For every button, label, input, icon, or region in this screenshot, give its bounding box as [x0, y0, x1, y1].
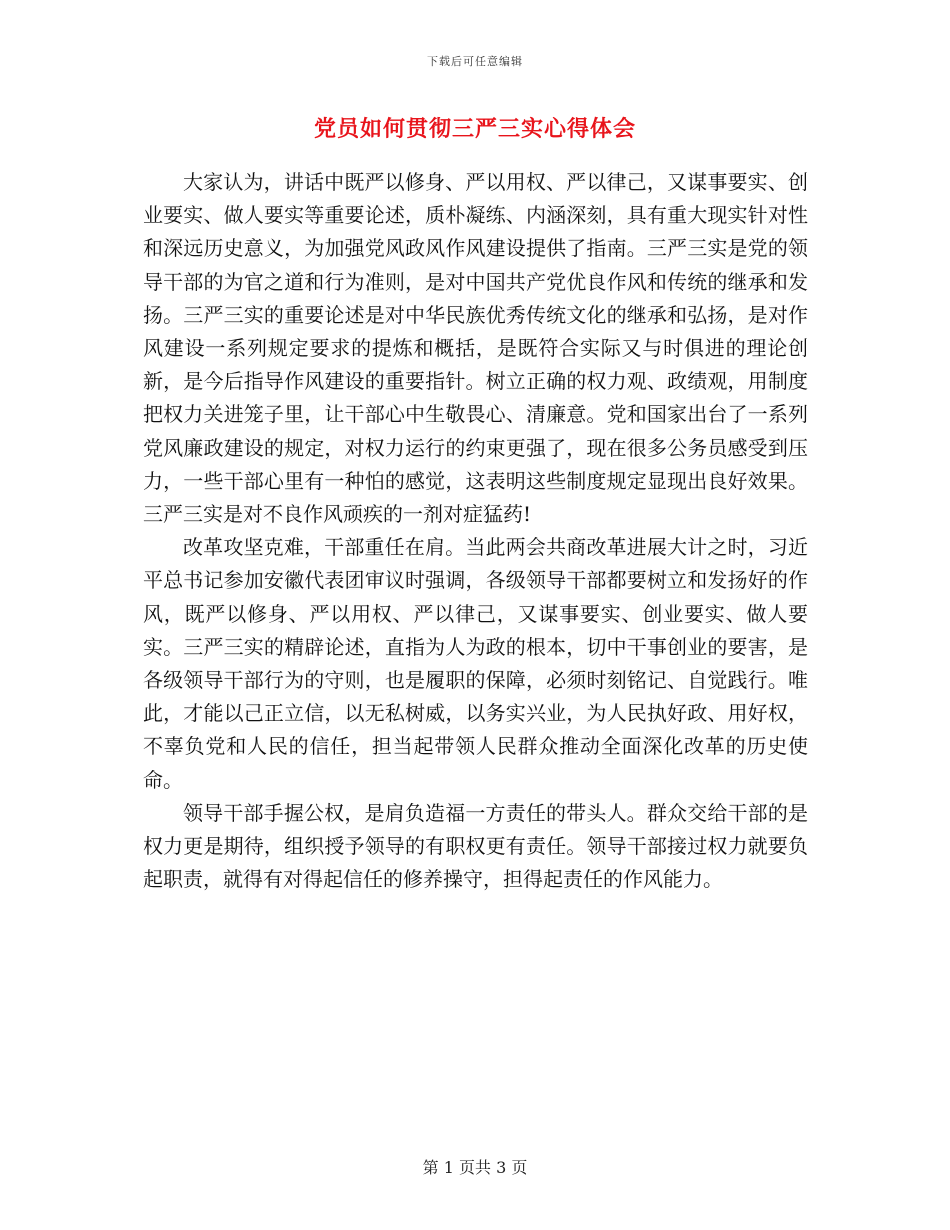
document-title: 党员如何贯彻三严三实心得体会	[313, 116, 636, 142]
paragraph-1: 大家认为，讲话中既严以修身、严以用权、严以律己，又谋事要实、创业要实、做人要实等重要论述，质朴凝练、内涵深刻，具有重大现实针对性和深远历史意义，为加强党风政风作风建设提供了指南。三严三实是党的领导干部的为官之道和行为准则，是对中国共产党优良作风和传统的继承和发扬。三严三实的重要论述是对中华民族优秀传统文化的继承和弘扬，是对作风建设一系列规定要求的提炼和概括，是既符合实际又与时俱进的理论创新，是今后指导作风建设的重要指针。树立正确的权力观、政绩观，用制度把权力关进笼子里，让干部心中生敬畏心、清廉意。党和国家出台了一系列党风廉政建设的规定，对权力运行的约束更强了，现在很多公务员感受到压力，一些干部心里有一种怕的感觉，这表明这些制度规定显现出良好效果。三严三实是对不良作风顽疾的一剂对症猛药!	[143, 170, 808, 527]
paragraph-3: 领导干部手握公权，是肩负造福一方责任的带头人。群众交给干部的是权力更是期待，组织授予领导的有职权更有责任。领导干部接过权力就要负起职责，就得有对得起信任的修养操守，担得起责任的作风能力。	[143, 800, 808, 892]
paragraph-2: 改革攻坚克难，干部重任在肩。当此两会共商改革进展大计之时，习近平总书记参加安徽代表团审议时强调，各级领导干部都要树立和发扬好的作风，既严以修身、严以用权、严以律己，又谋事要实、创业要实、做人要实。三严三实的精辟论述，直指为人为政的根本，切中干事创业的要害，是各级领导干部行为的守则，也是履职的保障，必须时刻铭记、自觉践行。唯此，才能以己正立信，以无私树威，以务实兴业，为人民执好政、用好权，不辜负党和人民的信任，担当起带领人民群众推动全面深化改革的历史使命。	[143, 535, 808, 792]
page-header-note: 下载后可任意编辑	[427, 55, 523, 68]
page-number: 第 1 页共 3 页	[422, 1158, 528, 1177]
document-body	[143, 166, 808, 896]
